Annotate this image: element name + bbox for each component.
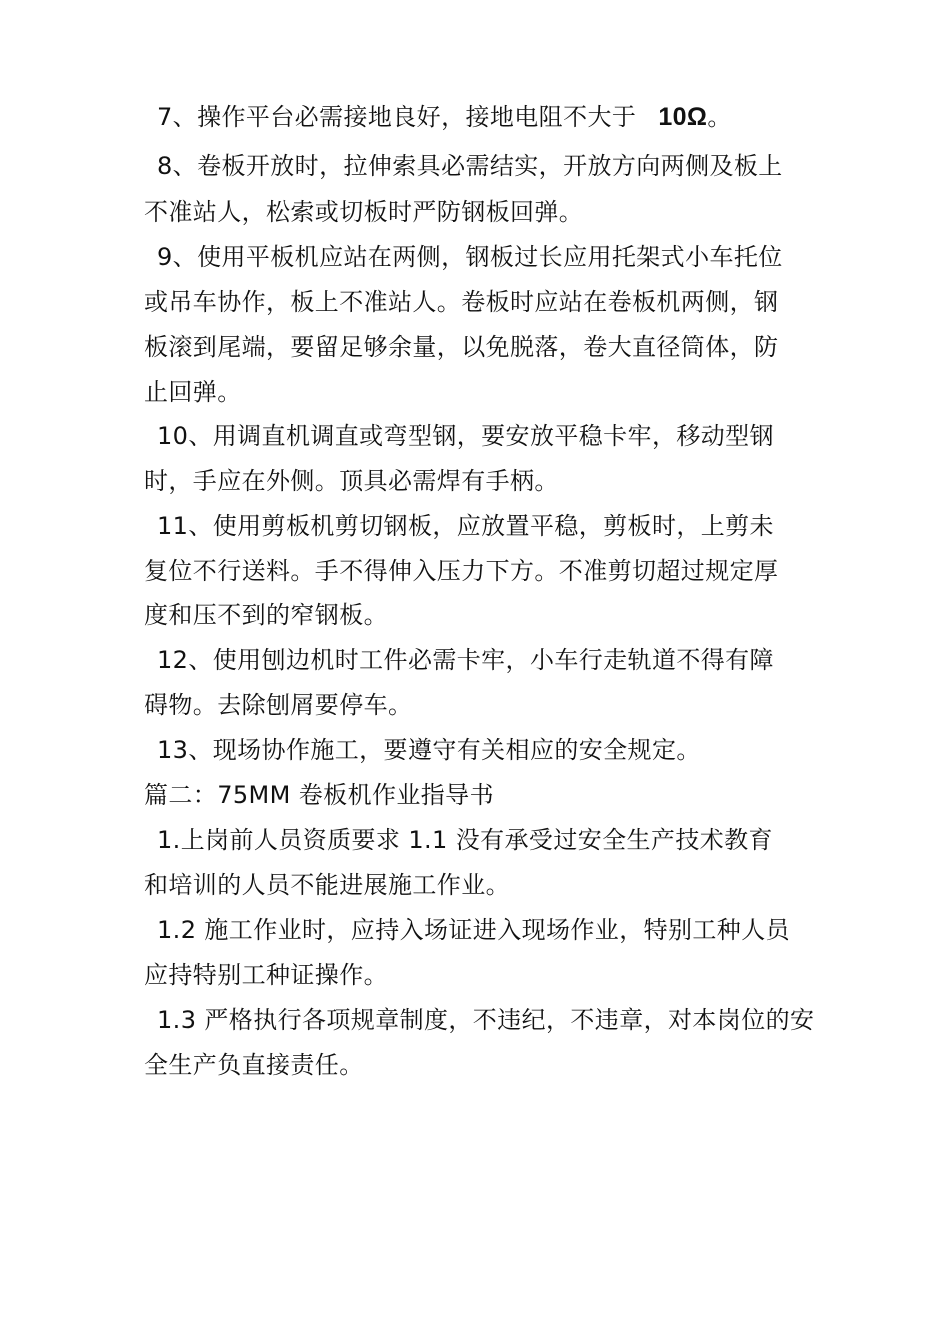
text-line-8b: 不准站人，松索或切板时严防钢板回弹。 <box>144 198 584 226</box>
text-line-11c: 度和压不到的窄钢板。 <box>144 601 388 629</box>
text-line-s2b: 应持特别工种证操作。 <box>144 961 388 989</box>
text-line-10a: 10、用调直机调直或弯型钢，要安放平稳卡牢，移动型钢 <box>157 422 774 450</box>
section-heading: 篇二：75MM 卷板机作业指导书 <box>144 781 494 809</box>
text-line-10b: 时，手应在外侧。顶具必需焊有手柄。 <box>144 467 559 495</box>
text-line-s3a: 1.3 严格执行各项规章制度，不违纪，不违章，对本岗位的安 <box>157 1006 815 1034</box>
text-line-11b: 复位不行送料。手不得伸入压力下方。不准剪切超过规定厚 <box>144 557 779 585</box>
text-line-13: 13、现场协作施工，要遵守有关相应的安全规定。 <box>157 736 701 764</box>
text-line-12a: 12、使用刨边机时工件必需卡牢，小车行走轨道不得有障 <box>157 646 774 674</box>
text-line-s2a: 1.2 施工作业时，应持入场证进入现场作业，特别工种人员 <box>157 916 790 944</box>
text-line-11a: 11、使用剪板机剪切钢板，应放置平稳，剪板时，上剪未 <box>157 512 774 540</box>
resistance-value: 10Ω <box>658 103 708 131</box>
text-line-9d: 止回弹。 <box>144 378 242 406</box>
text-line-9b: 或吊车协作，板上不准站人。卷板时应站在卷板机两侧，钢 <box>144 288 779 316</box>
text-line-s1a: 1.上岗前人员资质要求 1.1 没有承受过安全生产技术教育 <box>157 826 773 854</box>
text-line-8a: 8、卷板开放时，拉伸索具必需结实，开放方向两侧及板上 <box>157 152 783 180</box>
text-line-7-end: 。 <box>707 103 732 131</box>
text-line-7-main: 7、操作平台必需接地良好，接地电阻不大于 <box>157 103 637 131</box>
text-line-12b: 碍物。去除刨屑要停车。 <box>144 691 413 719</box>
text-line-s1b: 和培训的人员不能进展施工作业。 <box>144 871 510 899</box>
text-line-9c: 板滚到尾端，要留足够余量，以免脱落，卷大直径筒体，防 <box>144 333 779 361</box>
text-line-s3b: 全生产负直接责任。 <box>144 1051 364 1079</box>
text-line-9a: 9、使用平板机应站在两侧，钢板过长应用托架式小车托位 <box>157 243 783 271</box>
text-line-7 <box>157 102 732 132</box>
